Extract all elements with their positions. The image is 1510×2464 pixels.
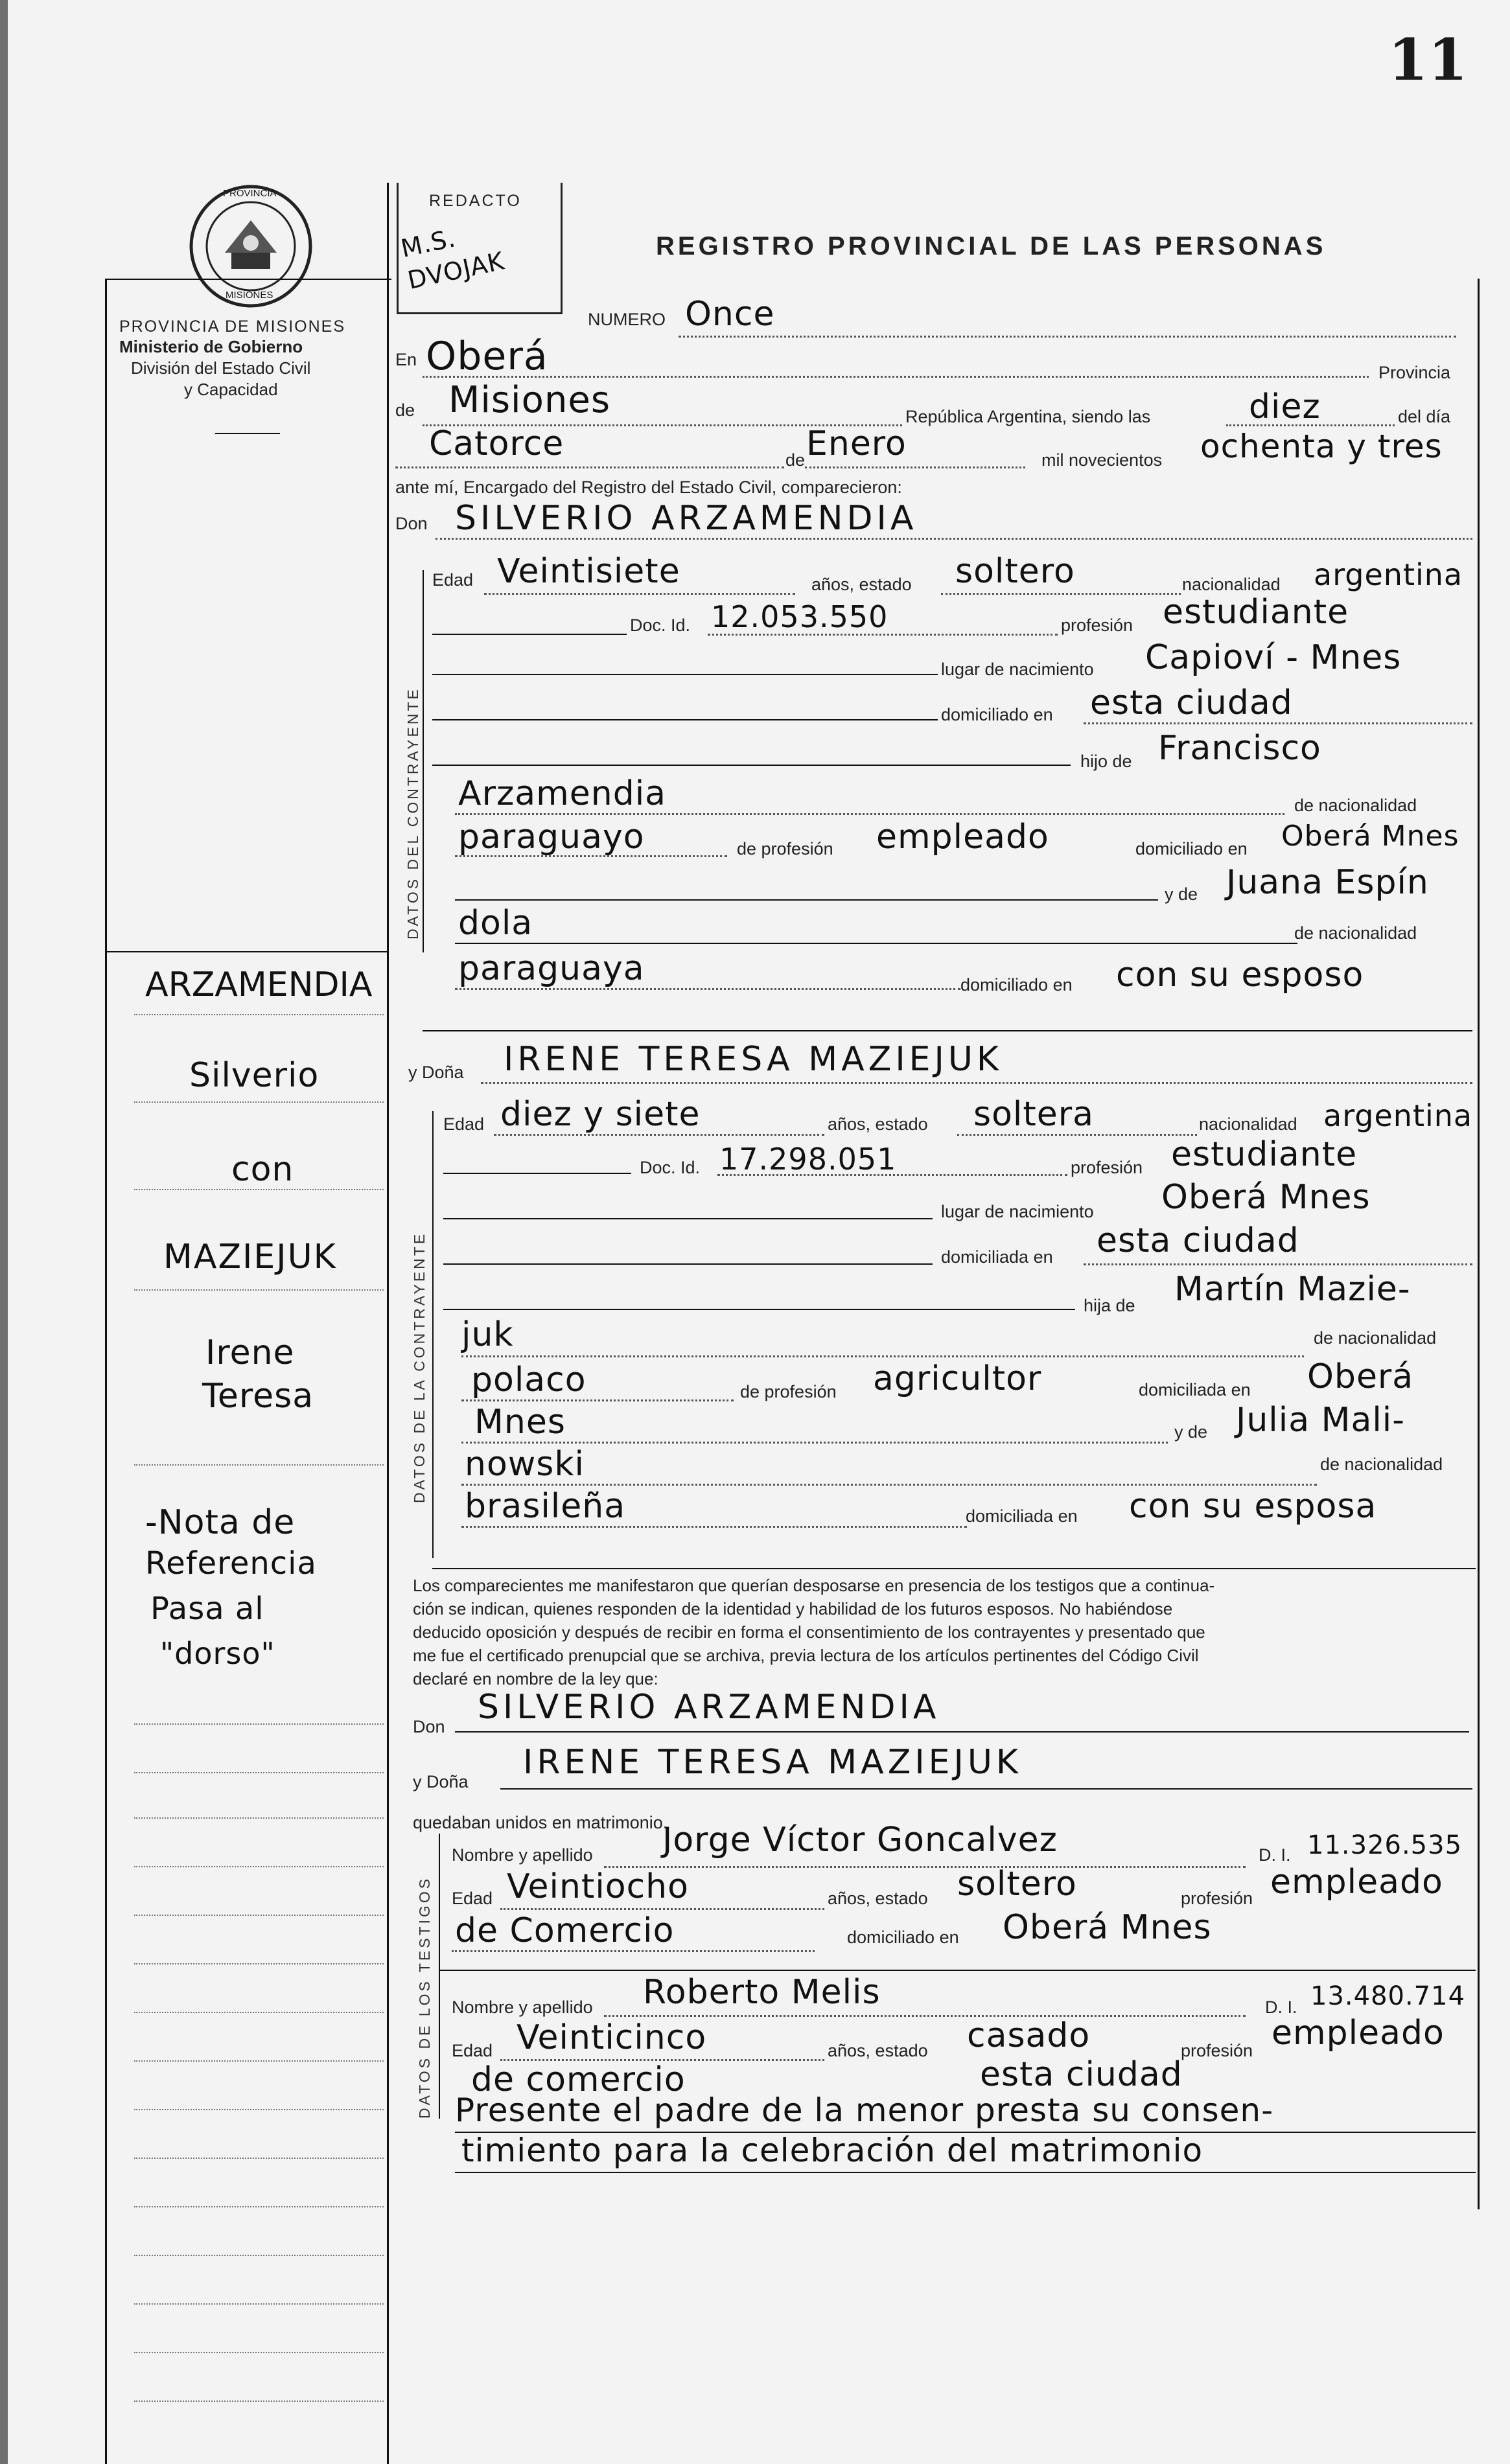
t2-profesion-label: profesión: [1181, 2041, 1253, 2060]
provincia-label: Provincia: [1378, 363, 1451, 382]
c-domiciliado-label: domiciliado en: [941, 705, 1053, 724]
f-lugar-label: lugar de nacimiento: [941, 1202, 1094, 1221]
page-number: 11: [1388, 26, 1468, 93]
c-hijo-label: hijo de: [1080, 752, 1132, 771]
t1-estado-value: soltero: [957, 1865, 1077, 1904]
c-madre-blank: [455, 899, 1158, 901]
margin-surname-2: MAZIEJUK: [163, 1238, 337, 1276]
margin-rule-1: [134, 1014, 384, 1015]
t2-estado-value: casado: [967, 2016, 1091, 2055]
c-padre-1: Francisco: [1158, 729, 1321, 768]
t1-nombre-label: Nombre y apellido: [452, 1845, 593, 1865]
t1-di-value: 11.326.535: [1307, 1830, 1463, 1860]
declaration-line-3: deducido oposición y después de recibir en forma el consentimiento de los contrayentes y presentado que: [413, 1622, 1205, 1642]
t1-prof-value-2: de Comercio: [455, 1911, 675, 1950]
anio-value: ochenta y tres: [1200, 428, 1443, 465]
f-de-profesion-label: de profesión: [740, 1382, 837, 1401]
f-madre-2-line: [461, 1484, 1317, 1486]
f-doc-value: 17.298.051: [719, 1142, 897, 1177]
margin-rule-5: [134, 1464, 384, 1466]
c-de-nacionalidad-label: de nacionalidad: [1294, 796, 1417, 815]
en-label: En: [395, 350, 417, 369]
margin-rule-15: [134, 2158, 384, 2159]
contrayenta-section-label: DATOS DE LA CONTRAYENTE: [411, 1231, 428, 1503]
c-profesion-value: estudiante: [1163, 593, 1349, 632]
redacto-signature: M.S. DVOJAK: [398, 224, 507, 295]
c-padre-nac: paraguayo: [458, 818, 645, 857]
margin-name-2a: Irene: [205, 1333, 295, 1372]
t2-di-label: D. I.: [1265, 1998, 1297, 2017]
c-padre-dom-label: domiciliado en: [1135, 839, 1248, 858]
t2-edad-label: Edad: [452, 2041, 493, 2060]
c-estado-value: soltero: [955, 552, 1075, 591]
f-padre-2: juk: [461, 1315, 514, 1354]
f-domicilio-value: esta ciudad: [1097, 1221, 1299, 1260]
f-madre-line: [461, 1442, 1168, 1444]
c-profesion-label: profesión: [1061, 616, 1133, 635]
top-rule: [106, 279, 391, 280]
numero-label: NUMERO: [588, 310, 666, 329]
c-anios-estado-label: años, estado: [811, 575, 912, 594]
declaration-line-2: ción se indican, quienes responden de la identidad y habilidad de los futuros esposos. No habiéndose: [413, 1599, 1173, 1618]
f-de-nacionalidad-label-2: de nacionalidad: [1320, 1455, 1443, 1474]
dona-line: [481, 1082, 1472, 1084]
declaration-line-4: me fue el certificado prenupcial que se archiva, previa lectura de los artículos pertinentes del Código Civil: [413, 1646, 1199, 1665]
f-profesion-value: estudiante: [1171, 1135, 1358, 1174]
c-domicilio-line: [1084, 722, 1472, 724]
t1-profesion-label: profesión: [1181, 1889, 1253, 1908]
f-madre-2: nowski: [465, 1445, 585, 1484]
f-madre-nac-line: [461, 1526, 967, 1528]
t1-anios-estado-label: años, estado: [828, 1889, 928, 1908]
t1-edad-value: Veintiocho: [507, 1867, 689, 1906]
f-padre-prof: agricultor: [873, 1359, 1042, 1398]
numero-line: [679, 336, 1456, 338]
c-lugar-label: lugar de nacimiento: [941, 660, 1094, 679]
c-padre-dom: Oberá Mnes: [1281, 820, 1459, 853]
c-padre-2: Arzamendia: [458, 774, 667, 813]
don-line: [436, 538, 1472, 540]
ante-text: ante mí, Encargado del Registro del Estado Civil, comparecieron:: [395, 478, 902, 497]
seal-text-top: PROVINCIA: [223, 188, 277, 199]
t2-prof-value-1: empleado: [1272, 2014, 1445, 2053]
t1-edad-line: [500, 1908, 824, 1910]
f-padre-2-line: [461, 1355, 1304, 1357]
de-label-2: de: [785, 450, 806, 470]
f-madre-nac: brasileña: [465, 1487, 626, 1526]
t1-dom-value: Oberá Mnes: [1003, 1908, 1212, 1947]
f-hija-blank: [443, 1309, 1075, 1310]
decl-dona-value: IRENE TERESA MAZIEJUK: [523, 1743, 1023, 1782]
f-padre-dom-label: domiciliada en: [1139, 1380, 1251, 1399]
c-madre-dom: con su esposo: [1116, 956, 1364, 995]
t1-prof-value-1: empleado: [1270, 1863, 1443, 1902]
margin-rule-12: [134, 2012, 384, 2013]
f-madre-1: Julia Mali-: [1236, 1401, 1405, 1440]
testigos-section-label: DATOS DE LOS TESTIGOS: [416, 1876, 433, 2119]
margin-surname-1: ARZAMENDIA: [145, 965, 373, 1004]
t2-di-value: 13.480.714: [1310, 1981, 1466, 2011]
c-estado-line: [941, 593, 1181, 595]
margin-con: con: [231, 1150, 294, 1189]
redacto-label: REDACTO: [429, 192, 522, 210]
t-nota-line-2-rule: [455, 2172, 1476, 2173]
c-doc-blank: [432, 634, 627, 635]
margin-top-rule: [106, 951, 388, 952]
f-padre-dom-2: Mnes: [474, 1403, 566, 1442]
don-value: SILVERIO ARZAMENDIA: [455, 499, 918, 538]
t1-prof-2-line: [452, 1950, 815, 1952]
margin-nota-3: Pasa al: [150, 1591, 264, 1627]
f-y-de-label: y de: [1174, 1422, 1208, 1442]
t1-nombre-value: Jorge Víctor Goncalvez: [662, 1821, 1058, 1860]
c-padre-prof: empleado: [876, 818, 1049, 857]
c-hijo-blank: [432, 765, 1071, 766]
contrayente-bracket: [423, 570, 424, 952]
margin-rule-14: [134, 2109, 384, 2110]
mes-line: [805, 466, 1025, 468]
c-madre-2-line: [455, 943, 1297, 944]
en-line: [423, 376, 1369, 378]
c-madre-dom-label: domiciliado en: [960, 975, 1073, 995]
c-doc-label: Doc. Id.: [630, 616, 691, 635]
f-doc-label: Doc. Id.: [640, 1158, 701, 1177]
c-edad-value: Veintisiete: [497, 552, 680, 591]
margin-nota-4: "dorso": [160, 1636, 275, 1671]
f-estado-line: [957, 1134, 1197, 1136]
c-edad-label: Edad: [432, 570, 474, 590]
f-hija-label: hija de: [1084, 1296, 1135, 1315]
f-anios-estado-label: años, estado: [828, 1114, 928, 1134]
f-nacionalidad-value: argentina: [1323, 1098, 1473, 1133]
del-dia-label: del día: [1398, 407, 1451, 426]
decl-don-label: Don: [413, 1717, 445, 1736]
page-title: REGISTRO PROVINCIAL DE LAS PERSONAS: [656, 232, 1327, 260]
contrayenta-bracket: [432, 1111, 434, 1558]
t2-prof-value-2: de comercio: [471, 2060, 686, 2099]
margin-rule-4: [134, 1289, 384, 1291]
c-madre-nac: paraguaya: [458, 949, 645, 988]
margin-name-1: Silverio: [189, 1056, 319, 1095]
don-label: Don: [395, 514, 428, 533]
c-madre-2: dola: [458, 904, 533, 943]
office-line-1: PROVINCIA DE MISIONES: [119, 317, 346, 336]
dia-line: [395, 466, 784, 468]
t2-dom-value: esta ciudad: [980, 2055, 1183, 2094]
c-lugar-value: Capioví - Mnes: [1145, 638, 1402, 677]
office-underline: [215, 433, 280, 434]
f-edad-value: diez y siete: [500, 1095, 701, 1134]
c-domicilio-value: esta ciudad: [1090, 684, 1293, 722]
provincia-value: Misiones: [448, 379, 610, 421]
f-edad-label: Edad: [443, 1114, 485, 1134]
margin-nota-1: -Nota de: [145, 1503, 296, 1542]
margin-rule-17: [134, 2255, 384, 2256]
t1-nombre-line: [604, 1866, 1246, 1868]
t2-nombre-value: Roberto Melis: [643, 1973, 881, 2012]
c-y-de-label: y de: [1165, 884, 1198, 904]
c-madre-nac-line: [455, 988, 960, 990]
declaration-line-1: Los comparecientes me manifestaron que querían desposarse en presencia de los testigos que a continua-: [413, 1576, 1215, 1595]
t1-edad-label: Edad: [452, 1889, 493, 1908]
f-end-line: [432, 1568, 1476, 1569]
c-nacionalidad-label: nacionalidad: [1182, 575, 1281, 594]
t2-nombre-line: [604, 2015, 1246, 2017]
margin-rule-20: [134, 2401, 384, 2402]
c-nacionalidad-value: argentina: [1314, 557, 1463, 592]
f-domicilio-line: [1084, 1263, 1472, 1265]
office-line-2: Ministerio de Gobierno: [119, 337, 303, 356]
en-value: Oberá: [426, 334, 548, 379]
f-edad-line: [494, 1134, 824, 1136]
certificate-page: [8, 0, 1510, 2464]
f-lugar-blank: [443, 1218, 933, 1219]
margin-rule-6: [134, 1723, 384, 1725]
decl-dona-label: y Doña: [413, 1772, 469, 1791]
dona-label: y Doña: [408, 1063, 464, 1082]
seal-text-bottom: MISIONES: [226, 290, 273, 301]
c-lugar-blank: [432, 674, 938, 675]
f-madre-dom-label: domiciliada en: [966, 1506, 1078, 1526]
right-rule: [1478, 279, 1480, 2209]
c-end-line: [423, 1030, 1472, 1031]
decl-closing: quedaban unidos en matrimonio.: [413, 1813, 668, 1832]
margin-rule-7: [134, 1772, 384, 1773]
c-doc-value: 12.053.550: [711, 599, 889, 634]
margin-name-2b: Teresa: [202, 1377, 314, 1416]
margin-rule-10: [134, 1915, 384, 1916]
margin-rule-18: [134, 2303, 384, 2305]
f-padre-nac: polaco: [471, 1361, 587, 1399]
f-estado-value: soltera: [973, 1095, 1094, 1134]
testigos-bracket: [439, 1834, 440, 2119]
margin-nota-2: Referencia: [145, 1545, 317, 1582]
margin-rule-9: [134, 1866, 384, 1867]
office-line-3: División del Estado Civil: [131, 358, 311, 378]
t2-edad-value: Veinticinco: [517, 2018, 707, 2057]
c-padre-2-line: [455, 813, 1284, 815]
dia-value: Catorce: [429, 424, 564, 463]
republica-text: República Argentina, siendo las: [905, 407, 1151, 426]
t-nota-line-2: timiento para la celebración del matrimonio: [461, 2132, 1203, 2169]
margin-rule-3: [134, 1189, 384, 1190]
numero-value: Once: [685, 295, 775, 334]
hora-value: diez: [1249, 387, 1321, 426]
t1-end-line: [439, 1970, 1476, 1971]
t1-domiciliado-label: domiciliado en: [847, 1928, 959, 1947]
f-madre-dom: con su esposa: [1129, 1487, 1377, 1526]
f-de-nacionalidad-label: de nacionalidad: [1314, 1328, 1437, 1348]
declaration-line-5: declaré en nombre de la ley que:: [413, 1669, 658, 1688]
mes-value: Enero: [806, 424, 907, 463]
office-line-4: y Capacidad: [184, 380, 278, 399]
f-padre-dom-1: Oberá: [1307, 1357, 1414, 1396]
t2-nombre-label: Nombre y apellido: [452, 1998, 593, 2017]
f-domiciliada-label: domiciliada en: [941, 1247, 1053, 1267]
decl-don-value: SILVERIO ARZAMENDIA: [478, 1688, 940, 1727]
f-padre-1: Martín Mazie-: [1174, 1270, 1411, 1309]
t1-di-label: D. I.: [1259, 1845, 1291, 1865]
f-padre-nac-line: [461, 1399, 734, 1401]
c-edad-line: [484, 593, 795, 595]
c-de-nacionalidad-label-2: de nacionalidad: [1294, 923, 1417, 943]
margin-rule-2: [134, 1101, 384, 1103]
c-madre-1: Juana Espín: [1226, 863, 1429, 902]
f-nacionalidad-label: nacionalidad: [1199, 1114, 1297, 1134]
f-profesion-label: profesión: [1071, 1158, 1143, 1177]
contrayente-section-label: DATOS DEL CONTRAYENTE: [404, 687, 421, 939]
c-de-profesion-label: de profesión: [737, 839, 833, 858]
left-margin-rule: [105, 279, 107, 2464]
t-nota-line-1: Presente el padre de la menor presta su consen-: [455, 2091, 1274, 2129]
f-lugar-value: Oberá Mnes: [1161, 1178, 1371, 1217]
de-label: de: [395, 400, 415, 420]
decl-don-line: [455, 1731, 1469, 1733]
mil-novecientos-label: mil novecientos: [1041, 450, 1163, 470]
f-doc-blank: [443, 1173, 631, 1174]
margin-rule-11: [134, 1963, 384, 1964]
margin-rule-19: [134, 2352, 384, 2353]
column-rule: [387, 183, 389, 2464]
margin-rule-13: [134, 2060, 384, 2062]
t2-anios-estado-label: años, estado: [828, 2041, 928, 2060]
decl-dona-line: [500, 1788, 1472, 1790]
dona-value: IRENE TERESA MAZIEJUK: [504, 1040, 1003, 1079]
c-domicilio-blank: [432, 719, 938, 720]
f-domicilio-blank: [443, 1263, 933, 1265]
margin-rule-8: [134, 1817, 384, 1819]
margin-rule-16: [134, 2206, 384, 2207]
